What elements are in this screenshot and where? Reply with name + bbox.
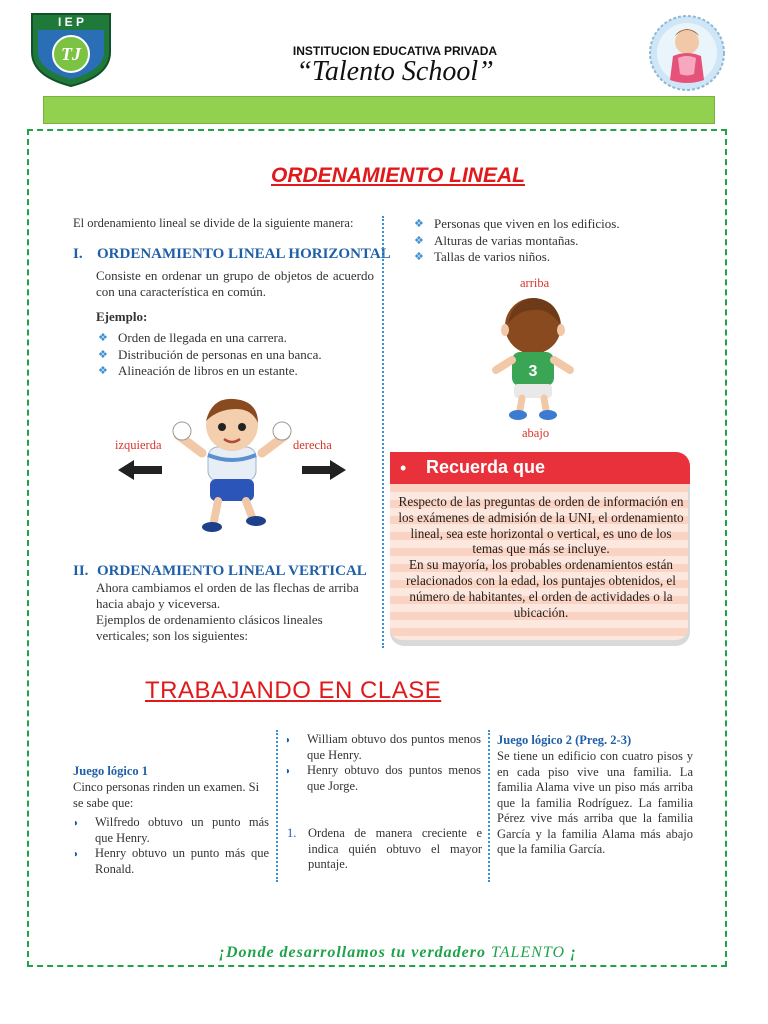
list-item: ◗ Henry obtuvo dos puntos menos que Jorge. — [285, 763, 481, 793]
footer-text: Donde desarrollamos tu verdadero — [226, 944, 491, 961]
reminder-text — [396, 494, 686, 620]
diamond-bullet-icon: ❖ — [414, 234, 424, 247]
child-saint-seal-icon — [648, 14, 726, 92]
triangle-bullet-icon: ◗ — [285, 766, 292, 777]
footer-close-mark: ¡ — [565, 944, 578, 961]
page-title: ORDENAMIENTO LINEAL — [271, 164, 525, 187]
section2-title-text: ORDENAMIENTO LINEAL VERTICAL — [97, 563, 367, 579]
diamond-bullet-icon: ❖ — [414, 218, 424, 230]
list-item: ❖ Distribución de personas en una banca. — [98, 346, 322, 362]
triangle-bullet-icon: ◗ — [285, 735, 292, 746]
footer-slogan — [0, 944, 768, 962]
section1-number: I. — [73, 246, 83, 262]
example-label: Ejemplo: — [96, 309, 148, 324]
list-item: ◗ William obtuvo dos puntos menos que Henry. — [285, 732, 481, 762]
footer-open-mark: ¡ — [218, 944, 226, 961]
list-item: ◗ Wilfredo obtuvo un punto más que Henry. — [73, 815, 269, 845]
question-1-text: Ordena de manera creciente e indica quién obtuvo el mayor puntaje. — [308, 826, 482, 871]
section2-number: II. — [73, 563, 89, 579]
header-green-bar — [43, 96, 715, 124]
section1-examples — [96, 330, 386, 380]
reminder-header — [390, 452, 690, 484]
column-divider — [382, 216, 384, 648]
section1-description: Consiste en ordenar un grupo de objetos de acuerdo con una característica en común. — [96, 268, 374, 299]
section1-title — [73, 246, 391, 263]
logic-game-1-conditions-cont — [285, 732, 481, 794]
school-name: “Talento School” — [296, 56, 494, 87]
section2-description: Ahora cambiamos el orden de las flechas de arriba hacia abajo y viceversa. — [96, 580, 359, 611]
institution-name: INSTITUCION EDUCATIVA PRIVADA — [292, 44, 498, 58]
diamond-bullet-icon: ❖ — [98, 365, 108, 377]
triangle-bullet-icon: ◗ — [73, 818, 80, 829]
logic-game-1-intro: Cinco personas rinden un examen. Si se sabe que: — [73, 780, 260, 810]
up-label: arriba — [520, 276, 550, 290]
section1-title-text: ORDENAMIENTO LINEAL HORIZONTAL — [97, 246, 391, 262]
right-arrow-icon — [302, 458, 346, 487]
left-arrow-icon — [118, 458, 162, 487]
boy-back-illustration — [488, 294, 578, 427]
logic-game-2-text: Se tiene un edificio con cuatro pisos y en cada piso vive una familia. La familia Alama vive un piso más arriba que la familia Rodríguez. La familia Pérez vive más arriba que la familia García y la familia Alama más abajo que la familia García. — [497, 749, 693, 856]
list-item: ◗ Henry obtuvo un punto más que Ronald. — [73, 846, 269, 876]
boy-front-illustration — [172, 395, 292, 542]
list-item: ❖ Personas que viven en los edificios. — [414, 216, 620, 231]
logic-game-2-title: Juego lógico 2 (Preg. 2-3) — [497, 733, 632, 747]
left-label: izquierda — [115, 438, 162, 452]
footer-emphasis: TALENTO — [491, 944, 565, 961]
diamond-bullet-icon: ❖ — [98, 348, 108, 361]
section2-examples-intro: Ejemplos de ordenamiento clásicos lineales verticales; son los siguientes: — [96, 612, 323, 643]
list-item: ❖ Alturas de varias montañas. — [414, 232, 579, 248]
svg-text:TJ: TJ — [61, 44, 81, 64]
column-divider — [276, 730, 278, 882]
reminder-paragraph-2: En su mayoría, los probables ordenamientos están relacionados con la edad, los puntajes obtenidos, el número de habitantes, el orden de actividades o la ubicación. — [406, 557, 676, 620]
logic-game-1-title: Juego lógico 1 — [73, 764, 148, 778]
list-item: ❖ Orden de llegada en una carrera. — [98, 330, 287, 345]
reminder-paragraph-1: Respecto de las preguntas de orden de información en los exámenes de admisión de la UNI, el ordenamiento lineal, sea este horizontal o vertical, es uno de los temas que más se incluye. — [398, 494, 684, 557]
list-item: ❖ Tallas de varios niños. — [414, 249, 551, 264]
down-label: abajo — [522, 426, 550, 440]
list-item: ❖ Alineación de libros en un estante. — [98, 363, 298, 378]
section2-examples — [412, 216, 702, 266]
column-divider — [488, 730, 490, 882]
diamond-bullet-icon: ❖ — [98, 332, 108, 344]
work-in-class-title: TRABAJANDO EN CLASE — [145, 677, 442, 704]
intro-text: El ordenamiento lineal se divide de la siguiente manera: — [73, 216, 354, 230]
reminder-title: Recuerda que — [426, 457, 546, 477]
right-label: derecha — [293, 438, 332, 452]
reminder-bullet: • — [400, 458, 407, 478]
question-1-number: 1. — [287, 826, 297, 840]
triangle-bullet-icon: ◗ — [73, 849, 80, 860]
jersey-number: 3 — [528, 363, 538, 380]
logic-game-1-conditions — [73, 815, 269, 877]
diamond-bullet-icon: ❖ — [414, 251, 424, 263]
logo-text: I E P — [57, 15, 85, 29]
section2-title — [73, 563, 367, 580]
